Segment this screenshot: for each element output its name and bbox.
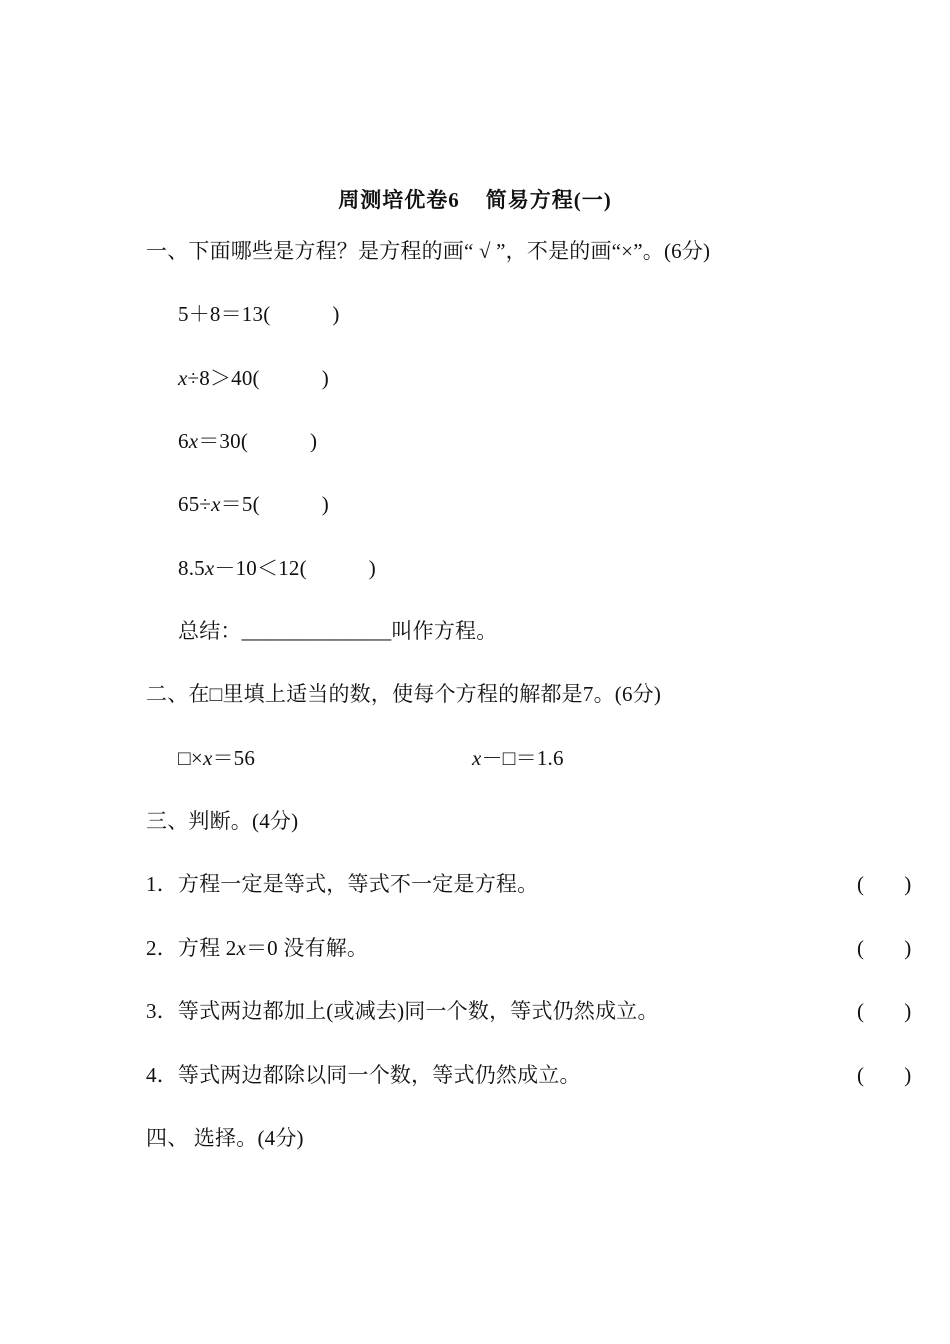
summary-blank[interactable]: ______________ [241, 619, 392, 643]
judgment-item-1: 1．方程一定是等式，等式不一定是方程。 ( ) [146, 872, 912, 896]
judgment-item-4: 4．等式两边都除以同一个数，等式仍然成立。 ( ) [146, 1063, 912, 1087]
section4-heading: 四、 选择。(4分) [146, 1126, 304, 1150]
judgment-item-2: 2．方程 2x＝0 没有解。 ( ) [146, 936, 912, 960]
equation-item-5: 8.5x－10＜12( ) [178, 556, 376, 580]
answer-parens-2[interactable]: ( ) [857, 936, 912, 960]
judgment-item-3: 3．等式两边都加上(或减去)同一个数，等式仍然成立。 ( ) [146, 999, 912, 1023]
equation-item-4: 65÷x＝5( ) [178, 492, 329, 516]
fill-box-equation-2: x－□＝1.6 [472, 746, 564, 770]
fill-box-equation-1: □×x＝56 [178, 746, 256, 770]
title-right: 简易方程(一) [485, 188, 612, 212]
section2-heading: 二、在□里填上适当的数，使每个方程的解都是7。(6分) [146, 682, 662, 706]
title-left: 周测培优卷6 [338, 188, 460, 212]
section3-heading: 三、判断。(4分) [146, 809, 299, 833]
summary-line: 总结：______________叫作方程。 [178, 619, 498, 643]
answer-parens-3[interactable]: ( ) [857, 999, 912, 1023]
section1-heading: 一、下面哪些是方程？是方程的画“ √ ”，不是的画“×”。(6分) [146, 239, 711, 263]
equation-item-3: 6x＝30( ) [178, 429, 318, 453]
equation-item-2: x÷8＞40( ) [178, 366, 329, 390]
equation-item-1: 5＋8＝13( ) [178, 302, 340, 326]
page-title [0, 186, 950, 214]
answer-parens-1[interactable]: ( ) [857, 872, 912, 896]
answer-parens-4[interactable]: ( ) [857, 1063, 912, 1087]
